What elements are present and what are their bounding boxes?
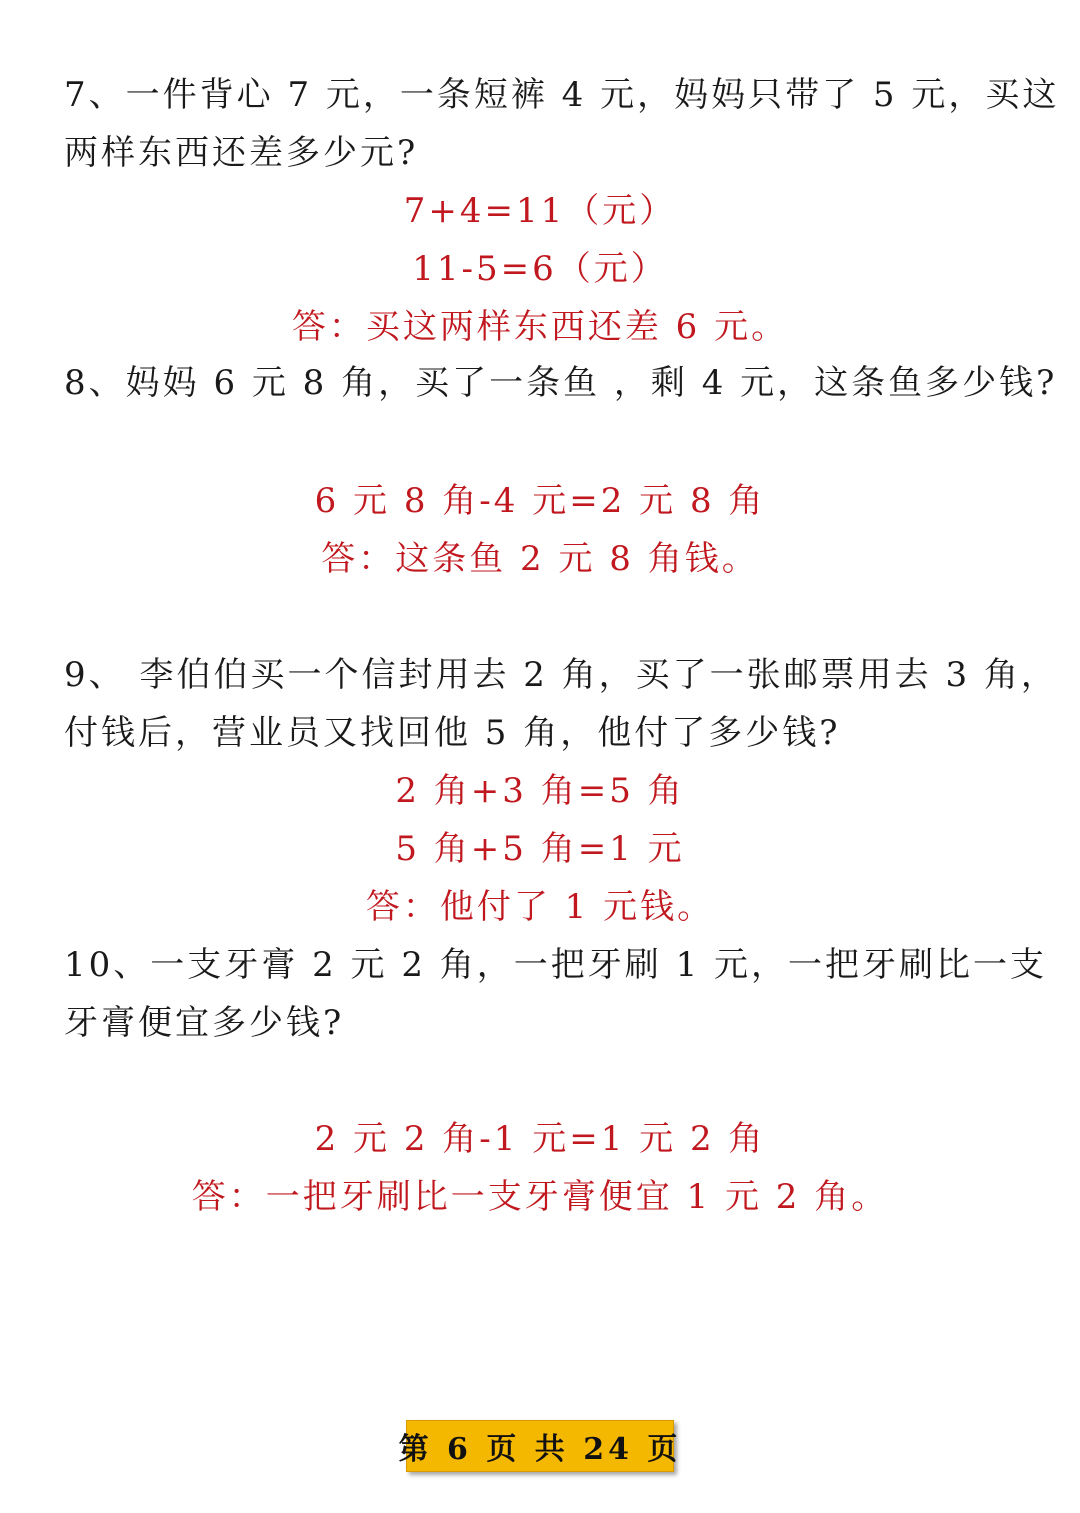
problem-9-question-line-2: 付钱后，营业员又找回他 5 角，他付了多少钱? (64, 713, 841, 753)
page-number-badge (398, 1420, 682, 1472)
problem-9-answer-statement: 答：他付了 1 元钱。 (365, 887, 715, 927)
problem-7-question-line-2: 两样东西还差多少元? (64, 133, 419, 173)
problem-8-answer-statement: 答：这条鱼 2 元 8 角钱。 (321, 539, 759, 579)
problem-9-question-line-1: 9、 李伯伯买一个信封用去 2 角，买了一张邮票用去 3 角， (64, 655, 1058, 695)
problem-10-question-line-1: 10、一支牙膏 2 元 2 角，一把牙刷 1 元，一把牙刷比一支 (64, 945, 1048, 985)
page-number-label: 第 6 页 共 24 页 (398, 1432, 682, 1467)
problem-10-answer-line-1: 2 元 2 角-1 元=1 元 2 角 (314, 1119, 766, 1159)
problem-9-answer-line-2: 5 角+5 角=1 元 (395, 829, 685, 869)
problem-7-answer-line-1: 7+4=11（元） (403, 191, 677, 231)
problem-8-answer-line-1: 6 元 8 角-4 元=2 元 8 角 (314, 481, 766, 521)
problem-7-question-line-1: 7、一件背心 7 元，一条短裤 4 元，妈妈只带了 5 元，买这 (64, 75, 1060, 115)
problem-9-answer-line-1: 2 角+3 角=5 角 (395, 771, 685, 811)
problem-7-answer-statement: 答：买这两样东西还差 6 元。 (291, 307, 789, 347)
problem-8-question-line-1: 8、妈妈 6 元 8 角，买了一条鱼 ，剩 4 元，这条鱼多少钱? (64, 363, 1058, 403)
problem-10-answer-statement: 答：一把牙刷比一支牙膏便宜 1 元 2 角。 (191, 1177, 889, 1217)
problem-7-answer-line-2: 11-5=6（元） (412, 249, 668, 289)
problem-10-question-line-2: 牙膏便宜多少钱? (64, 1003, 345, 1043)
